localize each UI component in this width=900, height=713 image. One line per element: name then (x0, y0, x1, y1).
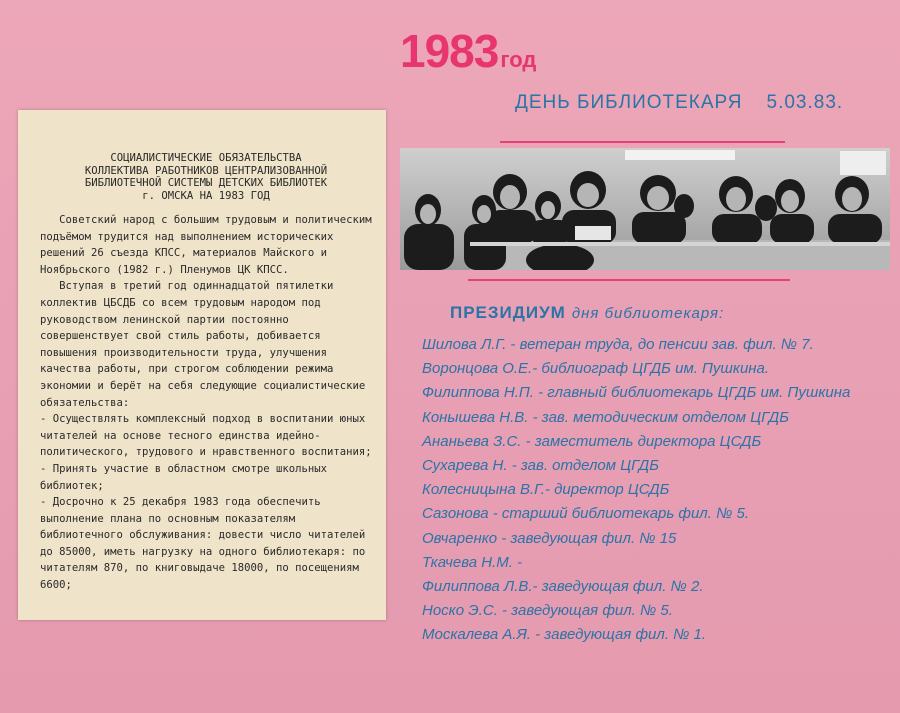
document-paragraph: Вступая в третий год одиннадцатой пятилетки коллектив ЦБСДБ со всем трудовым народом под руководством ленинской партии постоянно совершенствует свой стиль работы, добивается повышения производительности труда, улучшения качества работы, при строгом соблюдении режима экономии и берёт на себя следующие социалистические обязательства: (40, 280, 366, 409)
list-item: Конышева Н.В. - зав. методическим отделом ЦГДБ (422, 408, 789, 426)
list-item: Ткачева Н.М. - (422, 553, 523, 571)
document-item: - Осуществлять комплексный подход в воспитании юных читателей на основе тесного единства идейно-политического, трудового и нравственного воспитания; (40, 413, 372, 459)
document-item: - Принять участие в областном смотре школьных библиотек; (40, 462, 328, 492)
presidium-subtitle: дня библиотекаря: (571, 305, 725, 322)
year-heading (400, 24, 536, 78)
list-item: Филиппова Н.П. - главный библиотекарь ЦГДБ им. Пушкина (422, 384, 851, 402)
typed-document (18, 110, 386, 620)
document-item: - Досрочно к 25 декабря 1983 года обеспечить выполнение плана по основным показателям библиотечного обслуживания: довести число читателей до 85000, иметь нагрузку на одного библиотекаря: по читателям 870, по книговыдаче 18000, по посещениям 6600; (40, 496, 366, 592)
list-item: Москалева А.Я. - заведующая фил. № 1. (422, 626, 707, 644)
group-photo (400, 148, 890, 270)
event-name: ДЕНЬ БИБЛИОТЕКАРЯ (515, 92, 743, 113)
list-item: Ананьева З.С. - заместитель директора ЦСДБ (422, 432, 762, 450)
year-suffix: год (500, 47, 537, 72)
list-item: Сухарева Н. - зав. отделом ЦГДБ (422, 456, 659, 474)
document-heading: СОЦИАЛИСТИЧЕСКИЕ ОБЯЗАТЕЛЬСТВА КОЛЛЕКТИВА РАБОТНИКОВ ЦЕНТРАЛИЗОВАННОЙ БИБЛИОТЕЧНОЙ СИСТЕМЫ ДЕТСКИХ БИБЛИОТЕК г. ОМСКА НА 1983 ГОД (84, 152, 328, 202)
list-item: Шилова Л.Г. - ветеран труда, до пенсии зав. фил. № 7. (422, 336, 814, 353)
presidium-list (422, 333, 850, 647)
event-title (515, 92, 843, 114)
presidium-heading (450, 303, 724, 323)
divider-line (500, 141, 785, 143)
document-paragraph: Советский народ с большим трудовым и политическим подъёмом трудится над выполнением исторических решений 26 съезда КПСС, материалов Майского и Ноябрьского (1982 г.) Пленумов ЦК КПСС. (40, 214, 372, 276)
presidium-title: ПРЕЗИДИУМ (450, 303, 566, 322)
list-item: Овчаренко - заведующая фил. № 15 (422, 529, 677, 547)
list-item: Носко Э.С. - заведующая фил. № 5. (422, 602, 673, 620)
list-item: Сазонова - старший библиотекарь фил. № 5. (422, 505, 750, 523)
list-item: Филиппова Л.В.- заведующая фил. № 2. (422, 577, 704, 595)
divider-line (468, 279, 790, 281)
list-item: Колесницына В.Г.- директор ЦСДБ (422, 481, 670, 499)
year-number: 1983 (400, 25, 499, 77)
list-item: Воронцова О.Е.- библиограф ЦГДБ им. Пушкина. (422, 360, 770, 378)
event-date: 5.03.83. (766, 92, 844, 113)
